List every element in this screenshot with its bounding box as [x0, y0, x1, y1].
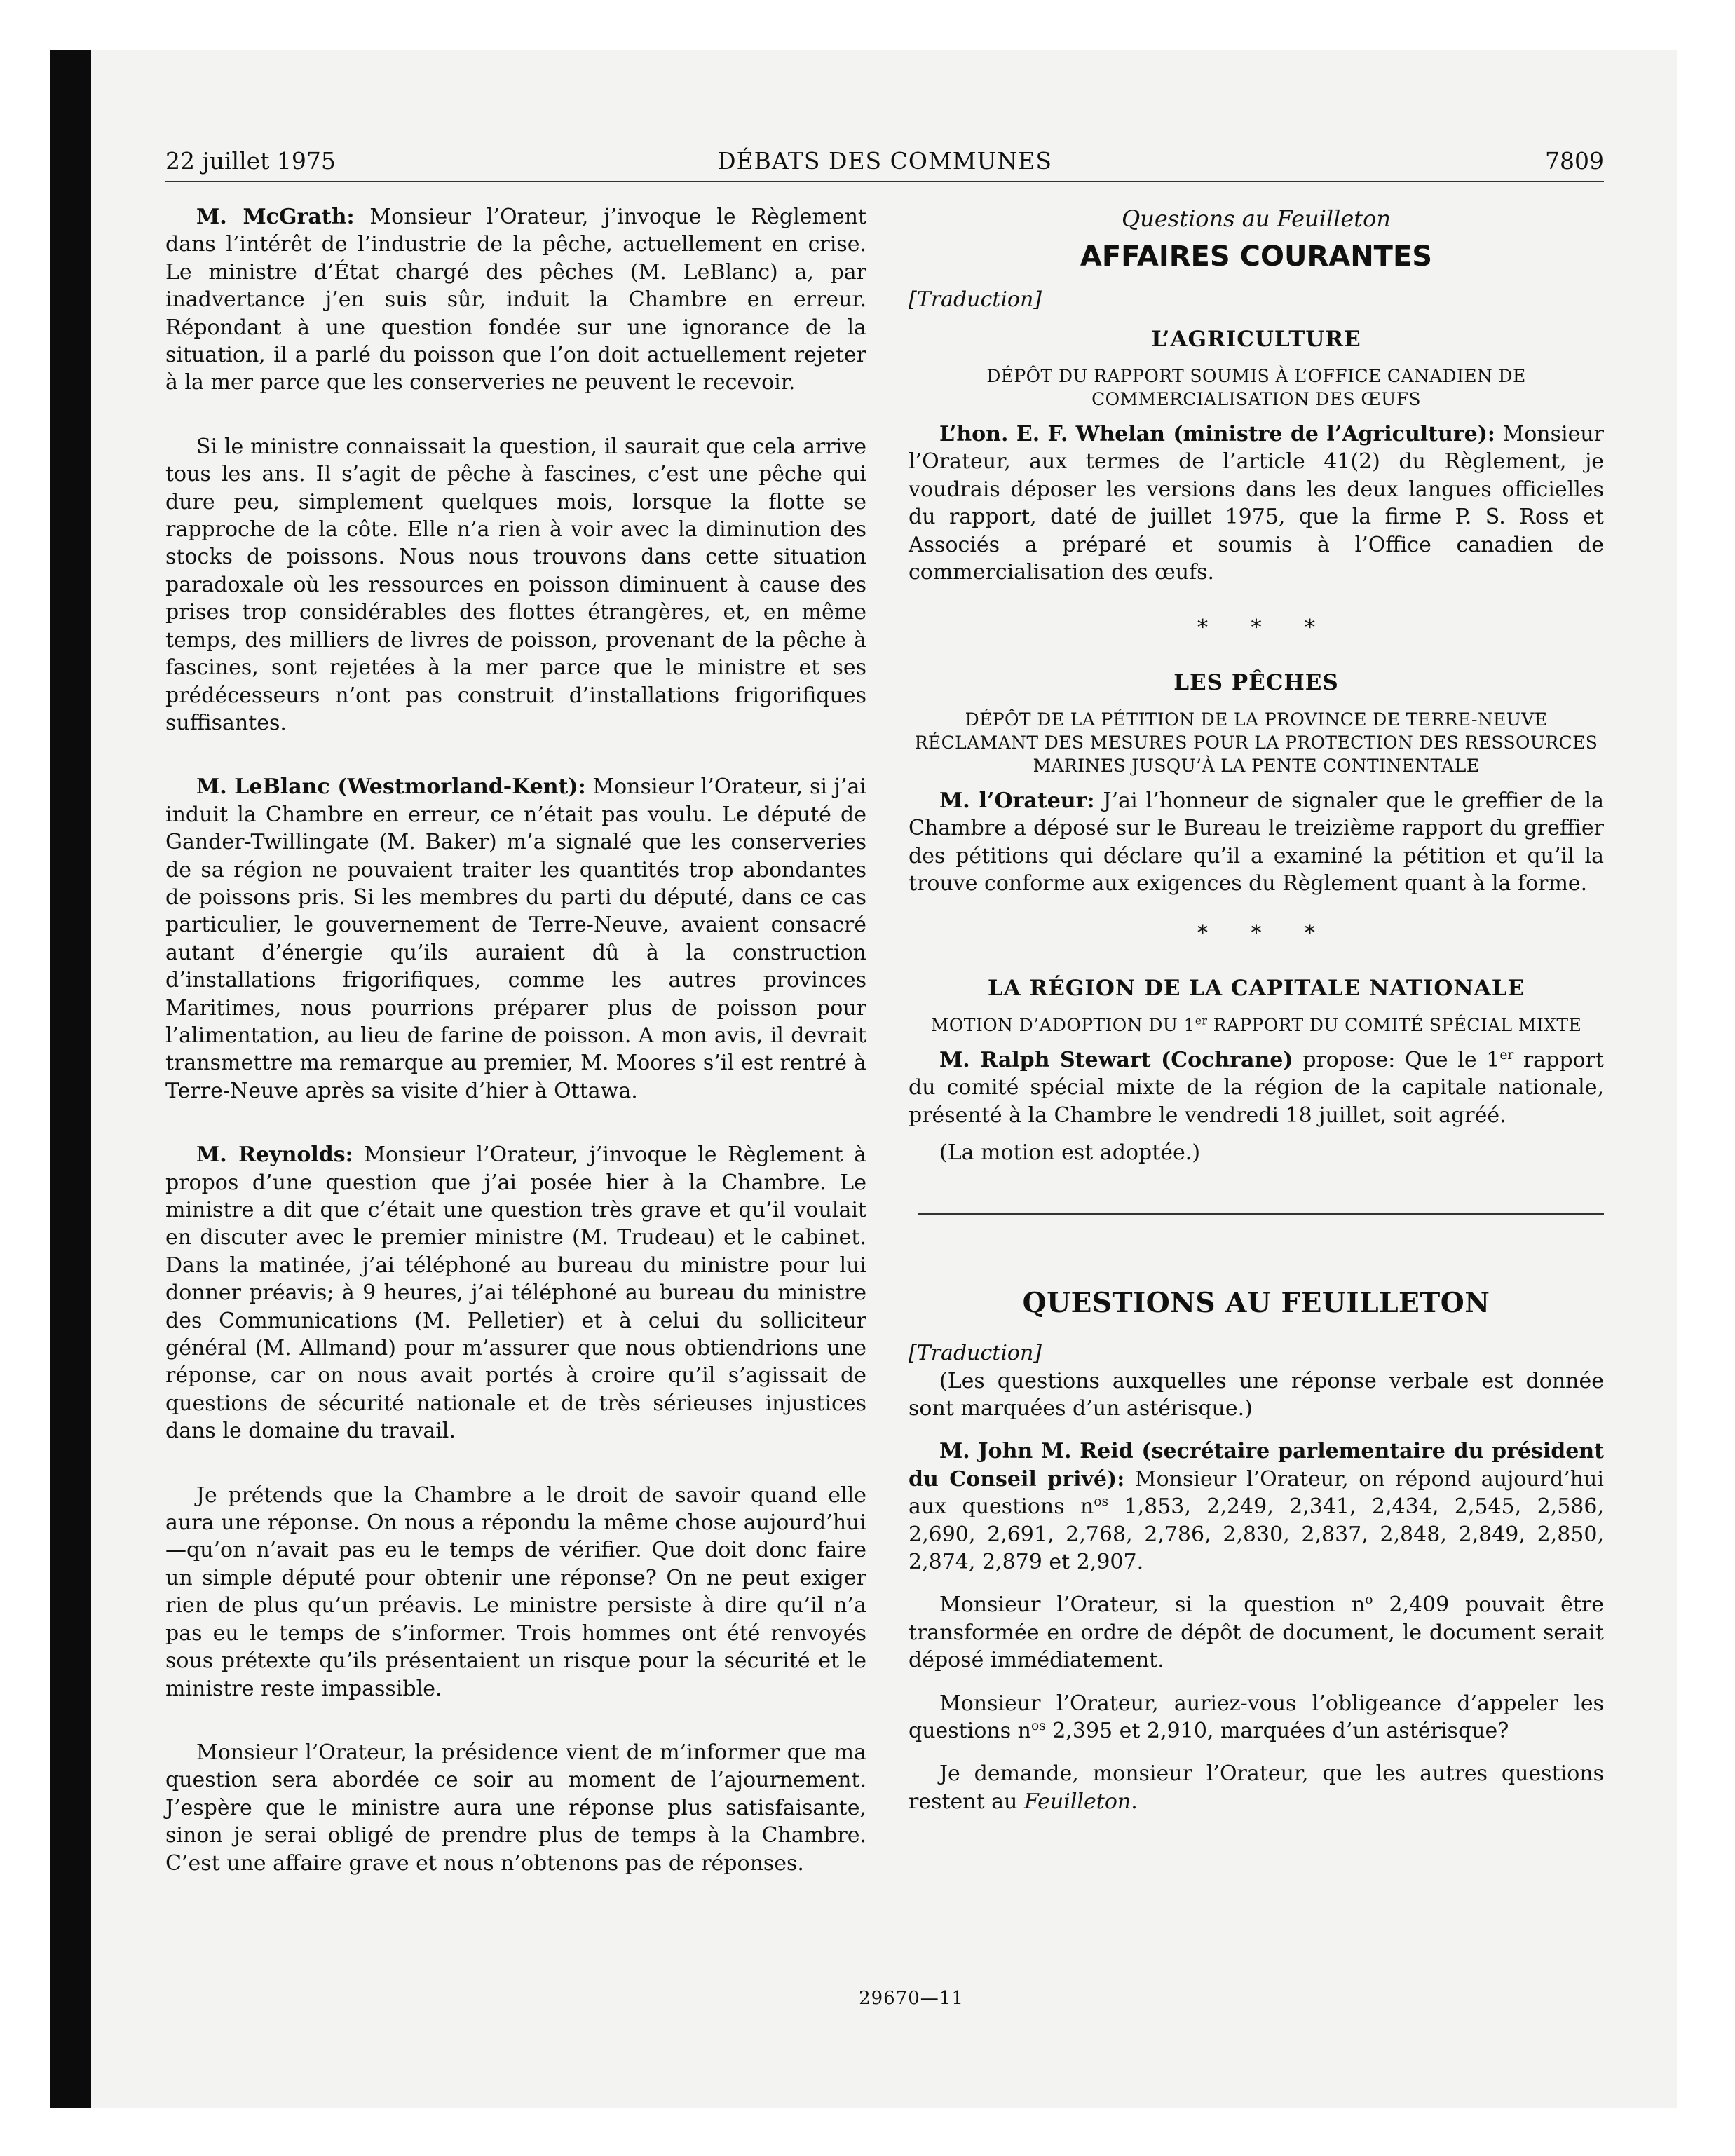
subheading-peches: DÉPÔT DE LA PÉTITION DE LA PROVINCE DE TERRE-NEUVE RÉCLAMANT DES MESURES POUR LA PROTECTION DES RESSOURCES MARINES JUSQU’À LA PENTE CONTINENTALE [914, 709, 1598, 776]
separator-stars: * * * [1197, 615, 1334, 641]
reynolds-paragraph-2: Je prétends que la Chambre a le droit de savoir quand elle aura une réponse. On nous a répondu la même chose aujourd’hui—qu’on n’avait pas eu le temps de vérifier. Que doit donc faire un simple député pour obtenir une réponse? On ne peut exiger rien de plus qu’un préavis. Le ministre persiste à dire qu’il n’a pas eu le temps de s’informer. Trois hommes ont été renvoyés sous prétexte qu’ils présentaient un risque pour la sécurité et le ministre reste impassible. [165, 1482, 866, 1701]
reid-paragraph-3: Monsieur l’Orateur, auriez-vous l’obligeance d’appeler les questions $n^{os}$ 2,395 et 2,910, marquées d’un astérisque? [909, 1691, 1604, 1743]
speaker-mcgrath: M. McGrath: [196, 205, 355, 229]
header-date: 22 juillet 1975 [165, 147, 336, 175]
reid-paragraph-4: Je demande, monsieur l’Orateur, que les autres questions restent au Feuilleton. [909, 1761, 1604, 1814]
speaker-whelan: L’hon. E. F. Whelan (ministre de l’Agriculture): [939, 422, 1495, 446]
page-footer-code: 29670—11 [859, 1988, 964, 2009]
speaker-leblanc: M. LeBlanc (Westmorland-Kent): [196, 775, 586, 800]
running-header [165, 146, 1604, 182]
header-title: DÉBATS DES COMMUNES [717, 147, 1052, 175]
right-column [909, 203, 1604, 1815]
subheading-agriculture: DÉPÔT DU RAPPORT SOUMIS À L’OFFICE CANADIEN DE COMMERCIALISATION DES ŒUFS [986, 366, 1526, 409]
speaker-stewart: M. Ralph Stewart (Cochrane) [939, 1047, 1293, 1072]
separator-stars-2: * * * [1197, 921, 1334, 946]
speaker-orateur: M. l’Orateur: [939, 788, 1095, 813]
translation-note-2: [Traduction] [909, 1340, 1042, 1365]
heading-agriculture: L’AGRICULTURE [1151, 327, 1361, 352]
heading-region: LA RÉGION DE LA CAPITALE NATIONALE [987, 975, 1525, 1001]
speaker-reynolds: M. Reynolds: [196, 1142, 353, 1168]
whelan-paragraph: L’hon. E. F. Whelan (ministre de l’Agriculture): Monsieur l’Orateur, aux termes de l’article 41(2) du Règlement, je voudrais déposer les versions dans les deux langues officielles du rapport, daté de juillet 1975, que la firme P. S. Ross et Associés a préparé et soumis à l’Office canadien de commercialisation des œufs. [909, 422, 1604, 585]
reid-paragraph: M. John M. Reid (secrétaire parlementaire du président du Conseil privé): Monsieur l’Orateur, on répond aujourd’hui aux questions $n^{os}$ 1,853, 2,249, 2,341, 2,434, 2,545, 2,586, 2,690, 2,691, 2,768, 2,786, 2,830, 2,837, 2,848, 2,849, 2,850, 2,874, 2,879 et 2,907. [909, 1439, 1604, 1574]
reynolds-paragraph-3: Monsieur l’Orateur, la présidence vient de m’informer que ma question sera abordée ce soir au moment de l’ajournement. J’espère que le ministre aura une réponse plus satisfaisante, sinon je serai obligé de prendre plus de temps à la Chambre. C’est une affaire grave et nous n’obtenons pas de réponses. [165, 1740, 866, 1876]
scan-edge [50, 50, 91, 2108]
section-title-affaires: AFFAIRES COURANTES [1080, 240, 1433, 273]
mcgrath-paragraph-2: Si le ministre connaissait la question, il saurait que cela arrive tous les ans. Il s’agit de pêche à fascines, c’est une pêche qui dure peu, simplement quelques mois, lorsque la flotte se rapproche de la côte. Elle n’a rien à voir avec la diminution des stocks de poissons. Nous nous trouvons dans cette situation paradoxale où les ressources en poisson diminuent à cause des prises trop considérables des flottes étrangères, et, en même temps, des milliers de livres de poisson, provenant de la pêche à fascines, sont rejetées à la mer parce que le ministre et ses prédécesseurs n’ont pas construit d’installations frigorifiques suffisantes. [165, 434, 866, 735]
leblanc-paragraph: M. LeBlanc (Westmorland-Kent): Monsieur l’Orateur, si j’ai induit la Chambre en erreur, ce n’était pas voulu. Le député de Gander-Twillingate (M. Baker) m’a signalé que les conserveries de sa région ne pouvaient traiter les quantités trop abondantes de poissons pris. Si les membres du parti du député, dans ce cas particulier, le gouvernement de Terre-Neuve, avaient consacré autant d’énergie qu’ils auraient dû à la construction d’installations frigorifiques, comme les autres provinces Maritimes, nous pourrions préparer plus de poisson pour l’alimentation, au lieu de farine de poisson. A mon avis, il devrait transmettre ma remarque au premier, M. Moores s’il est rentré à Terre-Neuve après sa visite d’hier à Ottawa. [165, 775, 866, 1103]
header-page-number: 7809 [1545, 147, 1604, 175]
motion-adopted: (La motion est adoptée.) [939, 1140, 1201, 1166]
translation-note: [Traduction] [909, 287, 1042, 312]
left-column [165, 203, 866, 1877]
heading-questions-feuilleton: QUESTIONS AU FEUILLETON [1022, 1286, 1490, 1319]
reynolds-paragraph: M. Reynolds: Monsieur l’Orateur, j’invoque le Règlement à propos d’une question que j’ai posée hier à la Chambre. Le ministre a dit que c’était une question très grave et qu’il voulait en discuter avec le premier ministre (M. Trudeau) et le cabinet. Dans la matinée, j’ai téléphoné au bureau du ministre pour lui donner préavis; à 9 heures, j’ai téléphoné au bureau du ministre des Communications (M. Pelletier) et à celui du solliciteur général (M. Allmand) pour m’assurer que nous obtiendrions une réponse, car on nous avait portés à croire qu’il s’agissait de questions de sécurité nationale et de très sérieuses injustices dans le domaine du travail. [165, 1142, 866, 1444]
reid-paragraph-2: Monsieur l’Orateur, si la question $n^o$ 2,409 pouvait être transformée en ordre de dépôt de document, le document serait déposé immédiatement. [909, 1592, 1605, 1673]
questions-intro: (Les questions auxquelles une réponse verbale est donnée sont marquées d’un astérisque.) [909, 1368, 1604, 1421]
stewart-paragraph: M. Ralph Stewart (Cochrane) propose: Que le 1er rapport du comité spécial mixte de la région de la capitale nationale, présenté à la Chambre le vendredi 18 juillet, soit agréé. [909, 1047, 1604, 1128]
speaker-reid: M. John M. Reid (secrétaire parlementaire du président du Conseil privé): [909, 1439, 1604, 1492]
mcgrath-paragraph: M. McGrath: Monsieur l’Orateur, j’invoque le Règlement dans l’intérêt de l’industrie de la pêche, actuellement en crise. Le ministre d’État chargé des pêches (M. LeBlanc) a, par inadvertance j’en suis sûr, induit la Chambre en erreur. Répondant à une question fondée sur une ignorance de la situation, il a parlé du poisson que l’on doit actuellement rejeter à la mer parce que les conserveries ne peuvent le recevoir. [165, 205, 866, 395]
heading-peches: LES PÊCHES [1173, 669, 1339, 695]
orateur-paragraph: M. l’Orateur: J’ai l’honneur de signaler que le greffier de la Chambre a déposé sur le Bureau le treizième rapport du greffier des pétitions qui déclare qu’il a examiné la pétition et qu’il la trouve conforme aux exigences du Règlement quant à la forme. [909, 788, 1605, 896]
section-kicker: Questions au Feuilleton [1122, 205, 1391, 232]
subheading-motion: MOTION D’ADOPTION DU 1er RAPPORT DU COMITÉ SPÉCIAL MIXTE [930, 1014, 1582, 1035]
